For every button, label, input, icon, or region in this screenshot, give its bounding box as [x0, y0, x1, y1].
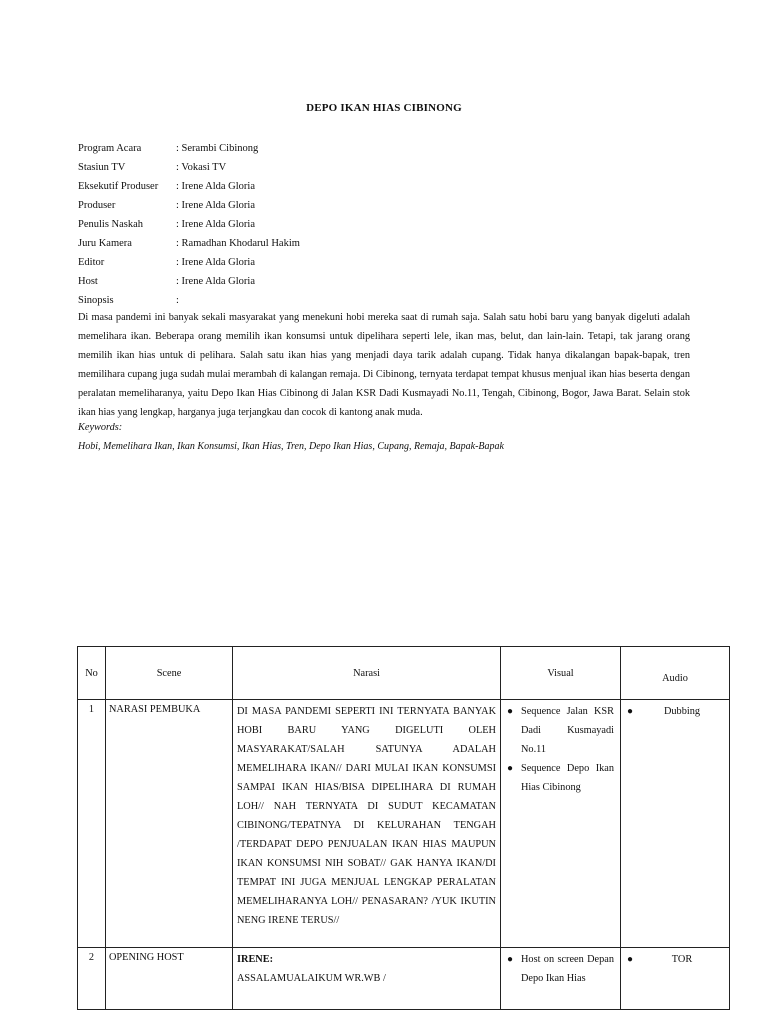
bullet-icon: ● — [507, 954, 514, 965]
row-audio — [621, 948, 730, 1010]
document-title: DEPO IKAN HIAS CIBINONG — [306, 102, 462, 114]
audio-item-text: TOR — [671, 954, 693, 965]
table-header-row — [78, 647, 730, 700]
visual-item — [507, 702, 614, 759]
meta-row-producer — [78, 196, 300, 215]
keywords-label: Keywords: — [78, 422, 123, 433]
script-table — [77, 646, 730, 1010]
meta-value: : Irene Alda Gloria — [176, 181, 256, 192]
row-number: 2 — [78, 948, 106, 1010]
row-scene: NARASI PEMBUKA — [106, 700, 233, 948]
meta-value: : Irene Alda Gloria — [176, 257, 256, 268]
keywords-list: Hobi, Memelihara Ikan, Ikan Konsumsi, Ikan Hias, Tren, Depo Ikan Hias, Cupang, Remaja, Bapak-Bapak — [78, 441, 504, 452]
bullet-icon: ● — [507, 706, 514, 717]
audio-item — [627, 950, 723, 969]
host-name: IRENE: — [237, 954, 274, 965]
meta-value: : Vokasi TV — [176, 162, 227, 173]
visual-item-text: Host on screen Depan Depo Ikan Hias — [521, 954, 614, 984]
audio-item-text: Dubbing — [663, 706, 701, 717]
meta-row-writer — [78, 215, 300, 234]
visual-item-text: Sequence Depo Ikan Hias Cibinong — [521, 763, 614, 793]
meta-row-editor — [78, 253, 300, 272]
meta-value: : Irene Alda Gloria — [176, 219, 256, 230]
table-row — [78, 700, 730, 948]
meta-label: Host — [78, 276, 98, 287]
meta-value: : Serambi Cibinong — [176, 143, 259, 154]
meta-label: Editor — [78, 257, 105, 268]
table-row — [78, 948, 730, 1010]
visual-item — [507, 950, 614, 988]
meta-value: : Irene Alda Gloria — [176, 276, 256, 287]
meta-row-executive-producer — [78, 177, 300, 196]
bullet-icon: ● — [627, 954, 634, 965]
header-no: No — [78, 647, 106, 700]
bullet-icon: ● — [507, 763, 514, 774]
meta-label: Program Acara — [78, 143, 142, 154]
meta-value: : — [176, 295, 179, 306]
meta-row-host — [78, 272, 300, 291]
meta-label: Eksekutif Produser — [78, 181, 159, 192]
meta-value: : Irene Alda Gloria — [176, 200, 256, 211]
header-visual: Visual — [501, 647, 621, 700]
row-visual — [501, 948, 621, 1010]
meta-value: : Ramadhan Khodarul Hakim — [176, 238, 300, 249]
synopsis-paragraph: Di masa pandemi ini banyak sekali masyarakat yang menekuni hobi mereka saat di rumah saja. Salah satu hobi baru yang banyak digeluti adalah memelihara ikan. Beberapa orang memilih ikan konsumsi untuk dipelihara seperti lele, ikan mas, belut, dan lain-lain. Tetapi, tak jarang orang memilih ikan hias untuk di pelihara. Salah satu ikan hias yang menjadi daya tarik adalah cupang. Tidak hanya dikalangan bapak-bapak, tren memilihara cupang juga sudah mulai merambah di kalangan remaja. Di Cibinong, ternyata terdapat tempat khusus menjual ikan hias beserta dengan peralatan memeliharanya, yaitu Depo Ikan Hias Cibinong di Jalan KSR Dadi Kusmayadi No.11, Tengah, Cibinong, Bogor, Jawa Barat. Selain stok ikan hias yang lengkap, harganya juga terjangkau dan cocok di kantong anak muda. — [78, 312, 690, 418]
header-scene: Scene — [106, 647, 233, 700]
header-audio: Audio — [621, 647, 730, 700]
row-number: 1 — [78, 700, 106, 948]
meta-row-camera — [78, 234, 300, 253]
meta-label: Penulis Naskah — [78, 219, 144, 230]
meta-label: Produser — [78, 200, 116, 211]
row-audio — [621, 700, 730, 948]
narasi-text: DI MASA PANDEMI SEPERTI INI TERNYATA BANYAK HOBI BARU YANG DIGELUTI OLEH MASYARAKAT/SALAH SATUNYA ADALAH MEMELIHARA IKAN// DARI MULAI IKAN KONSUMSI SAMPAI IKAN HIAS/BISA DIPELIHARA DI RUMAH LOH// NAH TERNYATA DI SUDUT KECAMATAN CIBINONG/TEPATNYA DI KELURAHAN TENGAH /TERDAPAT DEPO PENJUALAN IKAN HIAS MAUPUN IKAN KONSUMSI NIH SOBAT// GAK HANYA IKAN/DI TEMPAT INI JUGA MENJUAL LENGKAP PERALATAN MEMELIHARANYA LOH// PENASARAN? /YUK IKUTIN NENG IRENE TERUS// — [237, 706, 496, 926]
visual-item — [507, 759, 614, 797]
program-metadata — [78, 139, 300, 310]
meta-label: Juru Kamera — [78, 238, 132, 249]
row-narasi — [233, 948, 501, 1010]
meta-label: Sinopsis — [78, 295, 114, 306]
meta-row-program — [78, 139, 300, 158]
audio-item — [627, 702, 723, 721]
row-narasi — [233, 700, 501, 948]
header-narasi: Narasi — [233, 647, 501, 700]
bullet-icon: ● — [627, 706, 634, 717]
visual-item-text: Sequence Jalan KSR Dadi Kusmayadi No.11 — [521, 706, 614, 755]
meta-row-station — [78, 158, 300, 177]
row-visual — [501, 700, 621, 948]
row-scene: OPENING HOST — [106, 948, 233, 1010]
meta-label: Stasiun TV — [78, 162, 126, 173]
narasi-text: ASSALAMUALAIKUM WR.WB / — [237, 973, 386, 984]
